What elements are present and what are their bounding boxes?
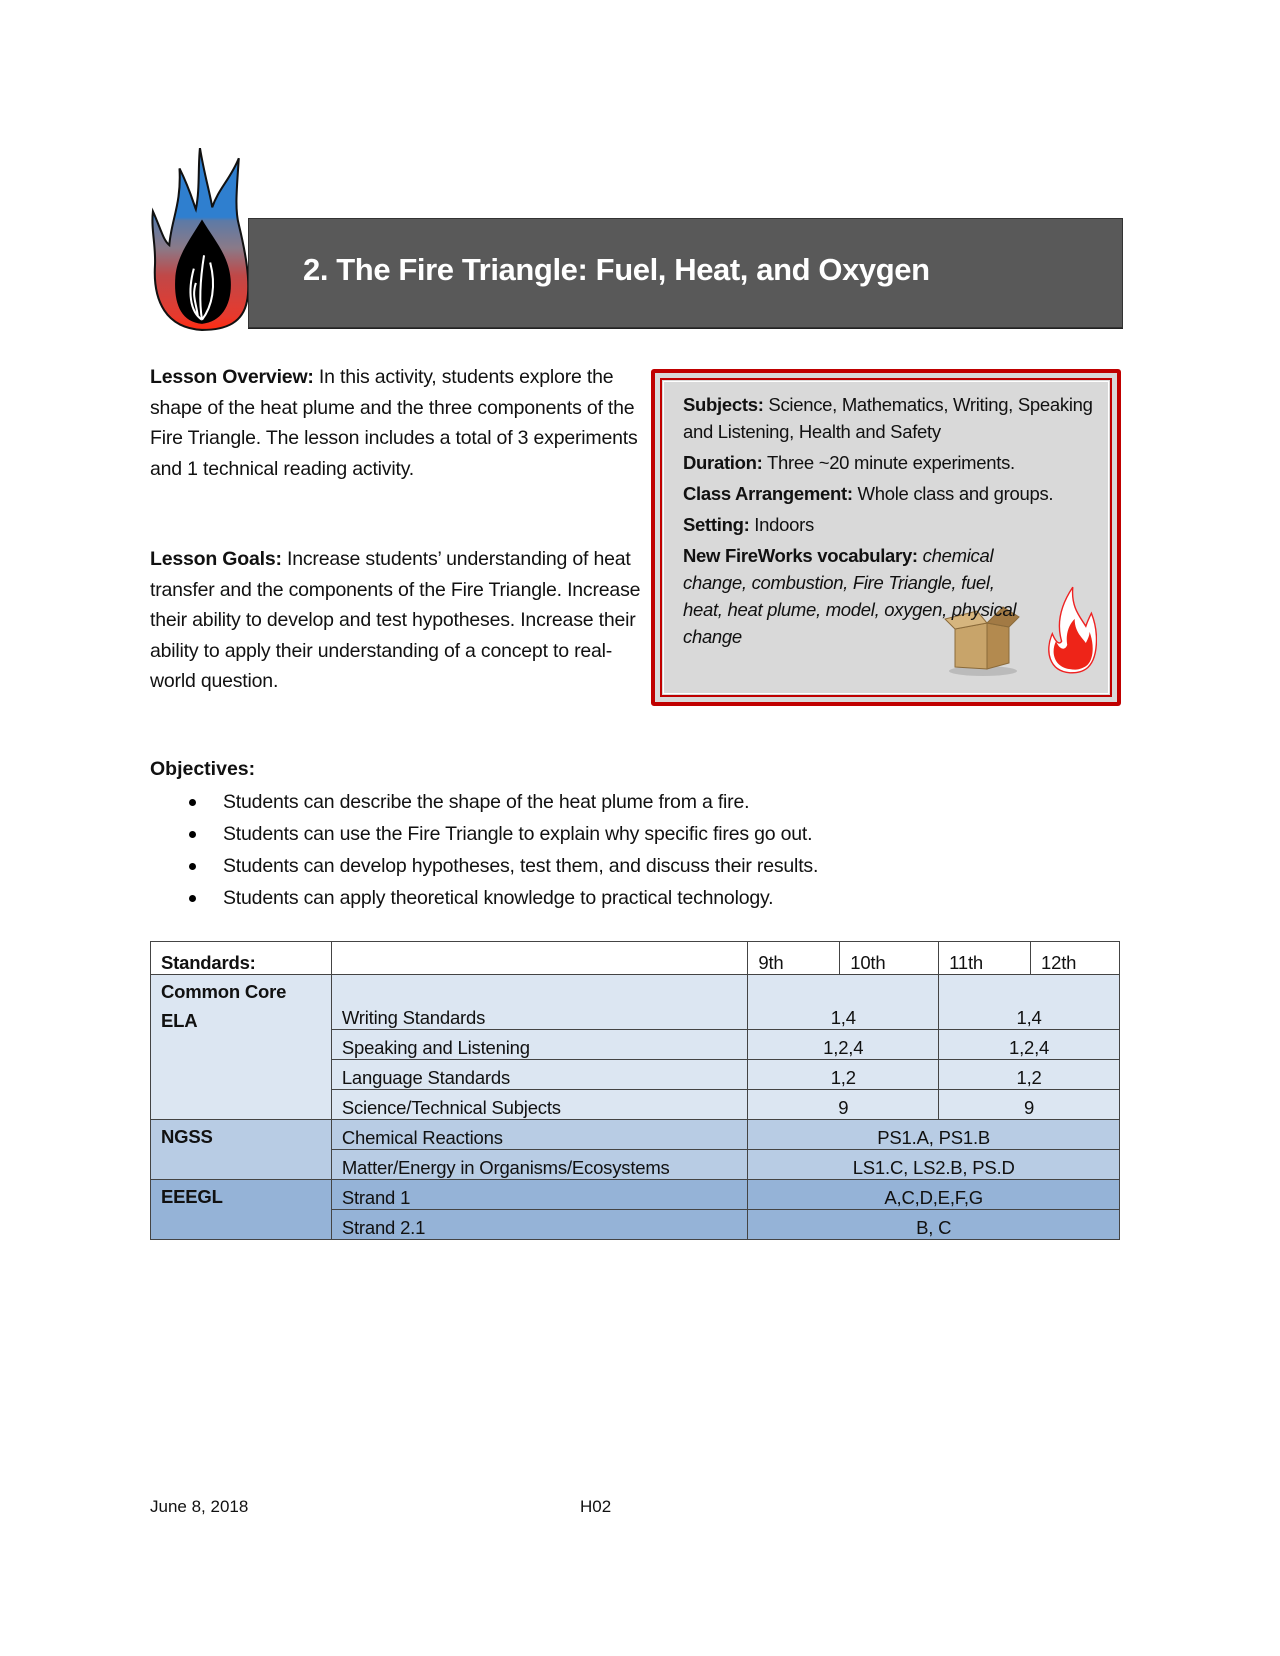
goals-text: Increase students’ understanding of heat transfer and the components of the Fire Triangle. Increase their ability to develop and test hypotheses. Increase their ability to apply their understanding of a concept to real-world question. (150, 548, 641, 692)
bullet-icon (189, 831, 196, 838)
grades-11-12: 1,2 (939, 1060, 1120, 1090)
duration-value: Three ~20 minute experiments. (762, 452, 1015, 473)
group-eeegl: EEEGL (151, 1180, 332, 1240)
bullet-icon (189, 895, 196, 902)
subjects (683, 391, 1103, 445)
header-standards: Standards: (151, 942, 332, 975)
header-9th: 9th (748, 942, 840, 975)
overview-text: In this activity, students explore the shape of the heat plume and the three components of the Fire Triangle. The lesson includes a total of 3 experiments and 1 technical reading activity. (150, 366, 638, 480)
objective-text: Students can use the Fire Triangle to explain why specific fires go out. (223, 823, 813, 845)
lesson-overview (150, 362, 645, 484)
objective-text: Students can apply theoretical knowledge to practical technology. (223, 887, 774, 909)
subjects-value: Science, Mathematics, Writing, Speaking and Listening, Health and Safety (683, 394, 1093, 442)
objective-text: Students can develop hypotheses, test them, and discuss their results. (223, 855, 819, 877)
list-item (185, 786, 818, 818)
class-arrangement (683, 480, 1103, 507)
grades-11-12: 1,4 (939, 975, 1120, 1030)
subjects-label: Subjects: (683, 394, 764, 415)
bullet-icon (189, 799, 196, 806)
overview-label: Lesson Overview: (150, 366, 314, 388)
setting-label: Setting: (683, 514, 750, 535)
fire-logo-icon (150, 148, 254, 332)
standard-name: Speaking and Listening (331, 1030, 748, 1060)
grades-all: PS1.A, PS1.B (748, 1120, 1120, 1150)
goals-label: Lesson Goals: (150, 548, 282, 570)
setting (683, 511, 1103, 538)
grades-9-10: 9 (748, 1090, 939, 1120)
group-ngss: NGSS (151, 1120, 332, 1180)
list-item (185, 850, 818, 882)
grades-all: A,C,D,E,F,G (748, 1180, 1120, 1210)
vocab-label: New FireWorks vocabulary: (683, 545, 918, 566)
standard-name: Science/Technical Subjects (331, 1090, 748, 1120)
grades-9-10: 1,2 (748, 1060, 939, 1090)
table-row (151, 975, 1120, 1030)
objective-text: Students can describe the shape of the heat plume from a fire. (223, 791, 750, 813)
standard-name: Strand 1 (331, 1180, 748, 1210)
arrangement-value: Whole class and groups. (852, 483, 1054, 504)
grades-all: LS1.C, LS2.B, PS.D (748, 1150, 1120, 1180)
bullet-icon (189, 863, 196, 870)
header-10th: 10th (840, 942, 939, 975)
header-12th: 12th (1031, 942, 1120, 975)
grades-all: B, C (748, 1210, 1120, 1240)
objectives-list (185, 786, 818, 914)
header-11th: 11th (939, 942, 1031, 975)
objectives-heading: Objectives: (150, 758, 256, 780)
lesson-info-box (651, 369, 1121, 706)
duration (683, 449, 1103, 476)
standard-name: Chemical Reactions (331, 1120, 748, 1150)
vocabulary (683, 542, 1033, 650)
standard-name: Strand 2.1 (331, 1210, 748, 1240)
list-item (185, 818, 818, 850)
standard-name: Writing Standards (331, 975, 748, 1030)
table-header-row (151, 942, 1120, 975)
grades-9-10: 1,2,4 (748, 1030, 939, 1060)
page-title: 2. The Fire Triangle: Fuel, Heat, and Oxygen (303, 252, 930, 287)
footer-code: H02 (580, 1497, 612, 1516)
header-blank (331, 942, 748, 975)
duration-label: Duration: (683, 452, 763, 473)
grades-11-12: 1,2,4 (939, 1030, 1120, 1060)
table-row (151, 1180, 1120, 1210)
arrangement-label: Class Arrangement: (683, 483, 853, 504)
lesson-goals (150, 544, 645, 697)
group-common-core: Common Core ELA (151, 975, 332, 1120)
setting-value: Indoors (749, 514, 814, 535)
grades-11-12: 9 (939, 1090, 1120, 1120)
standards-table (150, 941, 1120, 1240)
vocab-value: chemical change, combustion, Fire Triangle, fuel, heat, heat plume, model, oxygen, physical change (683, 545, 1017, 647)
footer-date: June 8, 2018 (150, 1497, 249, 1516)
table-row (151, 1120, 1120, 1150)
standard-name: Language Standards (331, 1060, 748, 1090)
grades-9-10: 1,4 (748, 975, 939, 1030)
list-item (185, 882, 818, 914)
standard-name: Matter/Energy in Organisms/Ecosystems (331, 1150, 748, 1180)
